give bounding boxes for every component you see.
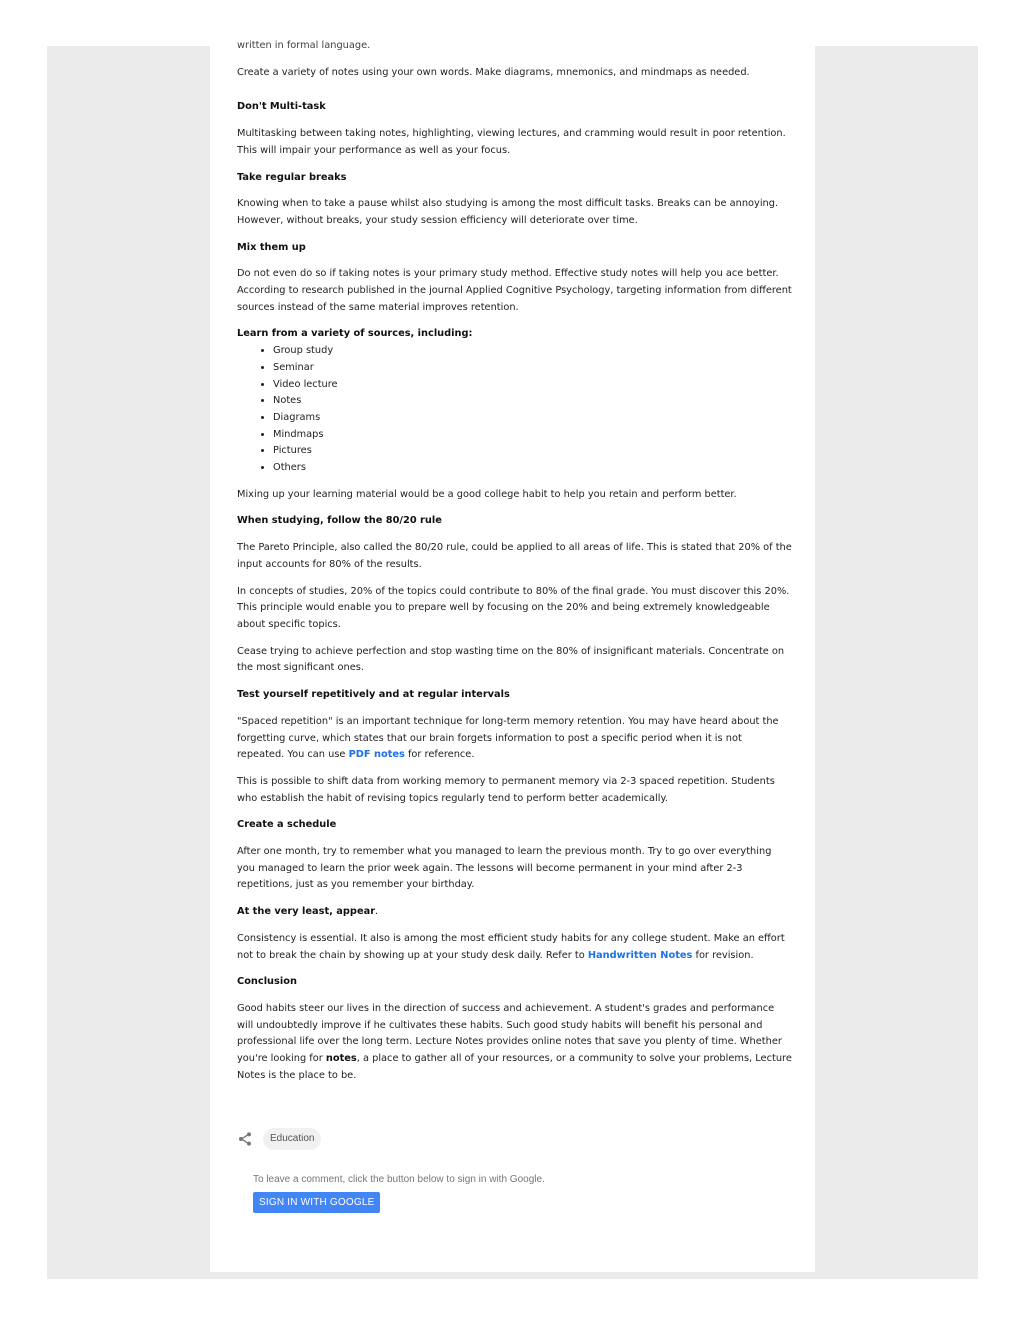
- paragraph-breaks: Knowing when to take a pause whilst also studying is among the most difficult tasks. Breaks can be annoying. However, without breaks, your study session efficiency will deteriorate over time.: [237, 198, 779, 226]
- heading-conclusion: Conclusion: [237, 976, 297, 988]
- list-item: • Pictures: [273, 443, 792, 460]
- consistency-text-after: for revision.: [692, 949, 754, 961]
- heading-test-yourself: Test yourself repetitively and at regular intervals: [237, 689, 510, 701]
- paragraph-mixing: Mixing up your learning material would be a good college habit to help you retain and perform better.: [237, 488, 737, 500]
- paragraph-conclusion: [237, 1001, 792, 1085]
- heading-appear: [237, 904, 792, 921]
- consistency-text-before: Consistency is essential. It also is among the most efficient study habits for any college student. Make an effort not to break the chain by showing up at your study desk daily. Refer to: [237, 932, 785, 961]
- paragraph-concepts: In concepts of studies, 20% of the topics could contribute to 80% of the final grade. You must discover this 20%. This principle would enable you to prepare well by focusing on the 20% and being extremely knowledgeable about specific topics.: [237, 585, 790, 630]
- list-item: • Others: [273, 460, 792, 477]
- paragraph-shift: This is possible to shift data from working memory to permanent memory via 2-3 spaced repetition. Students who establish the habit of revising topics regularly tend to perform better academically.: [237, 775, 775, 804]
- paragraph-consistency: [237, 931, 792, 964]
- paragraph-multitask: Multitasking between taking notes, highlighting, viewing lectures, and cramming would result in poor retention. This will impair your performance as well as your focus.: [237, 128, 786, 156]
- heading-appear-period: .: [375, 906, 379, 918]
- list-item: • Notes: [273, 393, 792, 410]
- list-item: • Diagrams: [273, 410, 792, 427]
- conclusion-text-after: , a place to gather all of your resources, or a community to solve your problems, Lecture Notes is the place to be.: [237, 1053, 792, 1081]
- post-card: [210, 40, 815, 1272]
- heading-sources: Learn from a variety of sources, including:: [237, 328, 473, 340]
- heading-multitask: Don't Multi-task: [237, 101, 326, 113]
- spaced-text-after: for reference.: [404, 749, 475, 761]
- list-item: • Mindmaps: [273, 427, 792, 444]
- share-icon[interactable]: [237, 1131, 253, 1147]
- conclusion-text-before: Good habits steer our lives in the direction of success and achievement. A student's grades and performance will undoubtedly improve if he cultivates these habits. Such good study habits will benefit his personal and professional life over the long term. Lecture Notes provides online notes that save you plenty of time. Whether you're looking for: [237, 1002, 782, 1065]
- paragraph-schedule: After one month, try to remember what you managed to learn the previous month. Try to go over everything you managed to learn the prior week again. The lessons will become permanent in your mind after 2-3 repetitions, just as you remember your birthday.: [237, 846, 772, 891]
- sources-list: [237, 343, 792, 477]
- sign-in-with-google-button[interactable]: SIGN IN WITH GOOGLE: [253, 1192, 380, 1213]
- heading-schedule: Create a schedule: [237, 819, 337, 831]
- heading-mix: Mix them up: [237, 241, 306, 253]
- pdf-notes-link[interactable]: PDF notes: [348, 749, 405, 761]
- post-body: [237, 38, 792, 1094]
- paragraph-create-notes: Create a variety of notes using your own words. Make diagrams, mnemonics, and mindmaps as needed.: [237, 66, 750, 78]
- list-item: • Group study: [273, 343, 792, 360]
- handwritten-notes-link[interactable]: Handwritten Notes: [587, 949, 693, 961]
- post-footer-row: [237, 1127, 321, 1151]
- comment-area: [253, 1174, 545, 1213]
- spaced-text-before: "Spaced repetition" is an important technique for long-term memory retention. You may have heard about the forgetting curve, which states that our brain forgets information to post a specific period when it is not repeated. You can use: [237, 715, 779, 761]
- paragraph-pareto: The Pareto Principle, also called the 80/20 rule, could be applied to all areas of life. This is stated that 20% of the input accounts for 80% of the results.: [237, 542, 792, 570]
- heading-breaks: Take regular breaks: [237, 171, 347, 183]
- list-item: • Video lecture: [273, 377, 792, 394]
- paragraph-spaced-repetition: [237, 714, 792, 764]
- paragraph-mix: Do not even do so if taking notes is your primary study method. Effective study notes will help you ace better. According to research published in the journal Applied Cognitive Psychology, targeting information from different sources instead of the same material improves retention.: [237, 268, 792, 313]
- heading-8020-rule: When studying, follow the 80/20 rule: [237, 515, 442, 527]
- paragraph-cease: Cease trying to achieve perfection and stop wasting time on the 80% of insignificant materials. Concentrate on the most significant ones.: [237, 645, 785, 674]
- comment-sign-in-note: To leave a comment, click the button below to sign in with Google.: [253, 1174, 545, 1185]
- heading-appear-text: At the very least, appear: [237, 906, 376, 918]
- label-chip-education[interactable]: Education: [263, 1128, 321, 1150]
- clipped-intro-text: written in formal language.: [237, 40, 371, 51]
- conclusion-bold-notes: notes: [325, 1053, 357, 1065]
- list-item: • Seminar: [273, 360, 792, 377]
